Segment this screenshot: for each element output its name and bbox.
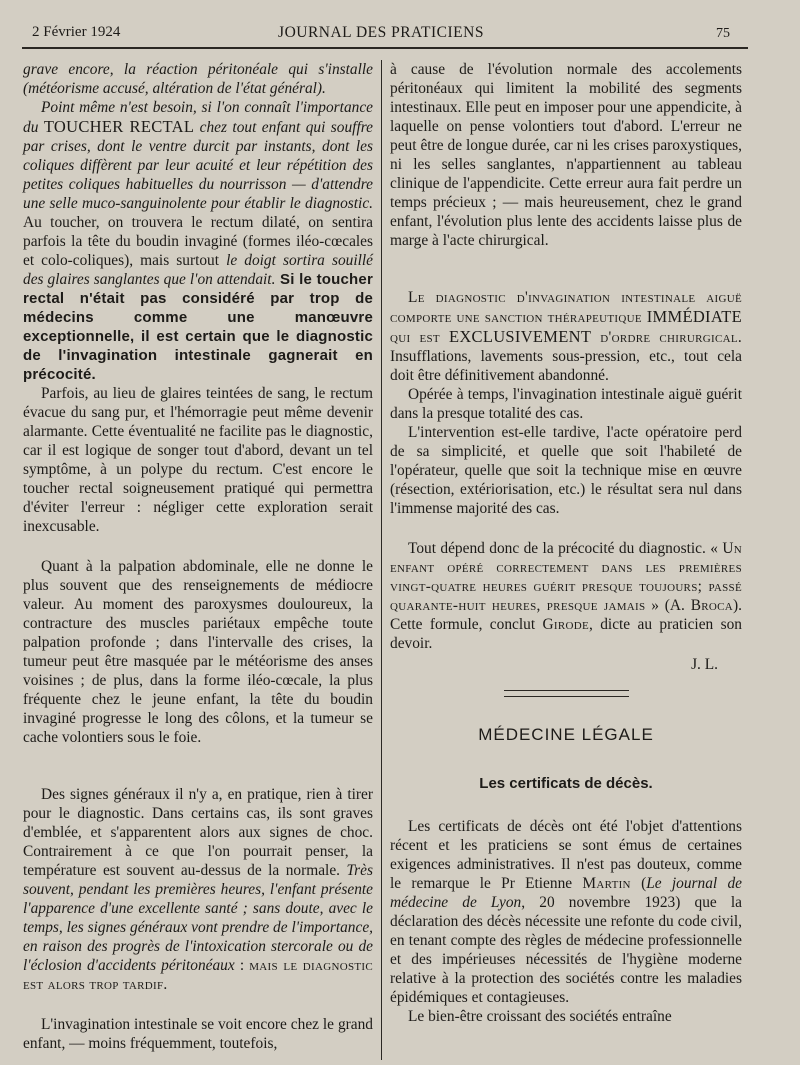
running-header: [32, 22, 730, 44]
header-date: 2 Février 1924: [32, 24, 121, 40]
column-divider: [381, 60, 382, 1060]
right-paragraph-6: Les certificats de décès ont été l'objet d'attentions récent et les praticiens se sont émus de certaines exigences administratives. Il n'est pas douteux, comme le remarque le Pr Etienne Martin (Le journal de médecine de Lyon, 20 novembre 1923) que la déclaration des décès nécessite une refonte du code civil, en tenant compte des règles de médecine professionnelle et des impérieuses nécessités de l'hygiène moderne relative à la protection des sociétés contre les maladies épidémiques et contagieuses.: [390, 818, 742, 1006]
right-paragraph-3: Opérée à temps, l'invagination intestinale aiguë guérit dans la presque totalité des cas.: [390, 386, 742, 422]
signature: J. L.: [691, 656, 718, 673]
section-title: MÉDECINE LÉGALE: [478, 725, 654, 744]
right-paragraph-1: à cause de l'évolution normale des accolements péritonéaux qui limitent la mobilité des segments intestinaux. Elle peut en imposer pour une appendicite, à laquelle on pense volontiers tout d'abord. L'erreur ne peut être de longue durée, car ni les crises paroxystiques, ni les selles sanglantes, n'appartiennent au tableau clinique de l'appendicite. Cette erreur aura fait perdre un temps précieux ; — mais heureusement, chez le grand enfant, l'évolution plus lente des accidents laisse plus de marge à l'acte chirurgical.: [390, 61, 742, 249]
left-paragraph-5: Des signes généraux il n'y a, en pratique, rien à tirer pour le diagnostic. Dans certains cas, ils sont graves d'emblée, et s'apparentent alors aux signes de choc. Contrairement à ce que l'on pourrait penser, la température est souvent au-dessus de la normale. Très souvent, pendant les premières heures, l'enfant présente l'apparence d'une excellente santé ; sans doute, avec le temps, les signes généraux vont prendre de l'importance, en raison des progrès de l'intoxication stercorale ou de l'éclosion d'accidents péritonéaux : mais le diagnostic est alors trop tardif.: [23, 786, 373, 993]
section-separator: [504, 690, 629, 697]
left-paragraph-4: Quant à la palpation abdominale, elle ne donne le plus souvent que des renseignements de médiocre valeur. Au moment des paroxysmes douloureux, la contracture des muscles pariétaux empêche toute palpation profonde ; dans l'intervalle des crises, la tumeur peut être masquée par le météorisme des anses voisines ; de plus, dans la forme iléo-cœcale, la plus fréquente chez le jeune enfant, la tête du boudin invaginé progresse le long des côlons, et la tumeur se cache volontiers sous le foie.: [23, 558, 373, 746]
page-number: 75: [716, 26, 730, 41]
journal-title: JOURNAL DES PRATICIENS: [278, 24, 484, 41]
left-paragraph-1: grave encore, la réaction péritonéale qui s'installe (météorisme accusé, altération de l'état général).: [23, 61, 373, 97]
right-paragraph-5: Tout dépend donc de la précocité du diagnostic. « Un enfant opéré correctement dans les premières vingt-quatre heures guérit presque toujours; passé quarante-huit heures, presque jamais » (A. Broca). Cette formule, conclut Girode, dicte au praticien son devoir.: [390, 540, 742, 652]
right-paragraph-4: L'intervention est-elle tardive, l'acte opératoire perd de sa simplicité, et quelle que soit l'habileté de l'opérateur, quelle que soit la technique mise en œuvre (résection, extériorisation, etc.) le résultat sera nul dans l'immense majorité des cas.: [390, 424, 742, 517]
article-title: Les certificats de décès.: [479, 775, 653, 792]
left-paragraph-6: L'invagination intestinale se voit encore chez le grand enfant, — moins fréquemment, toutefois,: [23, 1016, 373, 1052]
left-paragraph-3: Parfois, au lieu de glaires teintées de sang, le rectum évacue du sang pur, et l'hémorragie peut même devenir alarmante. Cette éventualité ne facilite pas le diagnostic, car il est logique de songer tout d'abord, devant un tel symptôme, à un polype du rectum. C'est encore le toucher rectal soigneusement pratiqué qui permettra d'éviter l'erreur : négliger cette exploration serait inexcusable.: [23, 385, 373, 535]
header-rule: [22, 47, 748, 49]
left-column: [23, 60, 373, 1053]
right-column: [390, 60, 742, 1026]
right-paragraph-2: Le diagnostic d'invagination intestinale aiguë comporte une sanction thérapeutique IMMÉDIATE qui est EXCLUSIVEMENT d'ordre chirurgical. Insufflations, lavements sous-pression, etc., tout cela doit être définitivement abandonné.: [390, 289, 742, 384]
right-paragraph-7: Le bien-être croissant des sociétés entraîne: [408, 1008, 672, 1025]
left-paragraph-2: Point même n'est besoin, si l'on connaît l'importance du TOUCHER RECTAL chez tout enfant qui souffre par crises, dont le ventre durcit par instants, dont les coliques diffèrent par leur acuité et leur répétition des petites coliques habituelles du nourrisson — d'attendre une selle muco-sanguinolente pour établir le diagnostic. Au toucher, on trouvera le rectum dilaté, on sentira parfois la tête du boudin invaginé (formes iléo-cœcales et colo-coliques), mais surtout le doigt sortira souillé des glaires sanglantes que l'on attendait. Si le toucher rectal n'était pas considéré par trop de médecins comme une manœuvre exceptionnelle, il est certain que le diagnostic de l'invagination intestinale gagnerait en précocité.: [23, 99, 373, 383]
